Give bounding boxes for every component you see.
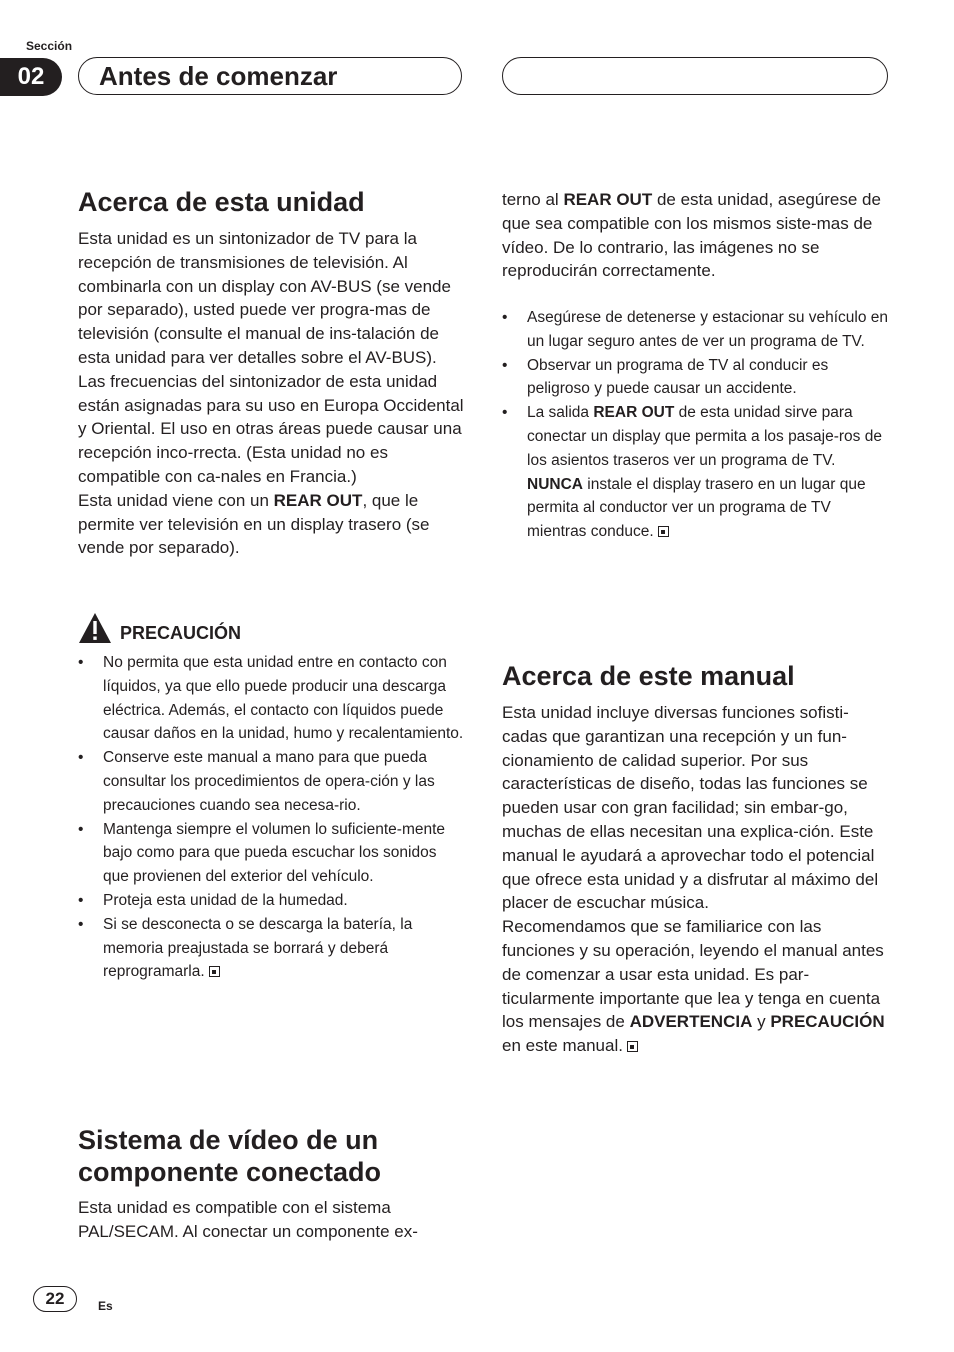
safety-item: [502, 401, 892, 544]
about-unit-p2-text: Esta unidad viene con un: [78, 490, 274, 510]
safety-item-text: La salida: [527, 404, 594, 422]
about-manual-paragraph-1: Esta unidad incluye diversas funciones sofisti-cadas que garantizan una recepción y un fun-cionamiento de calidad superior. Por sus características de diseño, todas las funciones se pueden usar con gran facilidad; sin embar-go, muchas de ellas necesitan una explica-ción. Este manual le ayudará a aprovechar todo el potencial que ofrece esta unidad y a disfrutar al máximo del placer de escuchar música.: [502, 703, 879, 913]
caution-item: • Mantenga siempre el volumen lo suficiente-mente bajo como para que pueda escuchar los sonidos que provienen del exterior del vehículo.: [78, 818, 464, 889]
about-manual-p2-mid: y: [752, 1012, 771, 1032]
about-manual-paragraph-2: [502, 915, 890, 1058]
video-system-continued: [502, 188, 890, 283]
caution-item: • No permita que esta unidad entre en contacto con líquidos, ya que ello puede producir una descarga eléctrica. Además, el contacto con líquidos puede causar daños en la unidad, humo y recalentamiento.: [78, 651, 464, 746]
about-manual-body: [502, 701, 890, 1058]
never-term: NUNCA: [527, 475, 583, 493]
safety-item: • Asegúrese de detenerse y estacionar su vehículo en un lugar seguro antes de ver un programa de TV.: [502, 306, 892, 354]
end-mark-icon: [658, 526, 669, 537]
caution-item: • Conserve este manual a mano para que pueda consultar los procedimientos de opera-ción y las precauciones cuando sea necesa-rio.: [78, 746, 464, 817]
rear-out-term: REAR OUT: [273, 490, 363, 510]
about-manual-p2-tail: en este manual.: [502, 1036, 623, 1056]
language-code: Es: [98, 1299, 113, 1313]
end-mark-icon: [209, 966, 220, 977]
end-mark-icon: [627, 1041, 638, 1052]
about-manual-p2-text: Recomendamos que se familiarice con las funciones y su operación, leyendo el manual antes de comenzar a usar esta unidad. Es par-ticularmente importante que lea y tenga en cuenta los mensajes de: [502, 917, 884, 1032]
page-number: 22: [33, 1286, 77, 1312]
warning-term: ADVERTENCIA: [629, 1012, 753, 1032]
chapter-title: [78, 57, 462, 95]
caution-term: PRECAUCIÓN: [770, 1012, 885, 1032]
safety-list: [502, 306, 892, 544]
about-unit-heading: Acerca de esta unidad: [78, 187, 365, 217]
warning-icon: [78, 612, 112, 644]
video-system-paragraph: Esta unidad es compatible con el sistema PAL/SECAM. Al conectar un componente ex-: [78, 1198, 418, 1241]
caution-label: PRECAUCIÓN: [120, 623, 242, 643]
video-system-heading: Sistema de vídeo de un componente conectado: [78, 1125, 382, 1187]
caution-header: [78, 612, 470, 644]
safety-never-text: instale el display trasero en un lugar que permita al conductor ver un programa de TV mientras conduce.: [527, 475, 866, 541]
caution-list: [78, 651, 464, 984]
about-manual-heading: Acerca de este manual: [502, 661, 795, 691]
about-unit-body: [78, 227, 466, 560]
caution-item-text: Si se desconecta o se descarga la batería, la memoria preajustada se borrará y deberá reprogramarla.: [103, 915, 413, 981]
section-label: Sección: [26, 39, 73, 53]
about-unit-p2-tail: , que le permite ver televisión en un display trasero (se vende por separado).: [78, 490, 430, 558]
rear-out-term: REAR OUT: [593, 404, 675, 422]
caution-item: • Proteja esta unidad de la humedad.: [78, 889, 464, 913]
safety-item: • Observar un programa de TV al conducir es peligroso y puede causar un accidente.: [502, 354, 892, 402]
section-number-badge: 02: [0, 58, 62, 96]
video-system-cont-tail: de esta unidad, asegúrese de que sea compatible con los mismos siste-mas de vídeo. De lo contrario, las imágenes no se reproducirán correctamente.: [502, 190, 881, 281]
rear-out-term: REAR OUT: [563, 190, 653, 209]
safety-item-tail: de esta unidad sirve para conectar un display que permita a los pasaje-ros de los asientos traseros ver un programa de TV.: [527, 404, 882, 469]
about-unit-paragraph-2: [78, 489, 466, 560]
video-system-cont-text: terno al: [502, 190, 564, 209]
about-unit-paragraph-1: Esta unidad es un sintonizador de TV para la recepción de transmisiones de televisión. Al combinarla con un display con AV-BUS (se vende por separado), usted puede ver progra-mas de televisión (consulte el manual de ins-talación de esta unidad para ver detalles sobre el AV-BUS). Las frecuencias del sintonizador de esta unidad están asignadas para su uso en Europa Occidental y Oriental. El uso en otras áreas puede causar una recepción inco-rrecta. (Esta unidad no es compatible con ca-nales en Francia.): [78, 229, 464, 486]
chapter-title-right-frame: [502, 57, 888, 95]
caution-item: [78, 913, 464, 984]
chapter-title-text: Antes de comenzar: [99, 60, 338, 91]
